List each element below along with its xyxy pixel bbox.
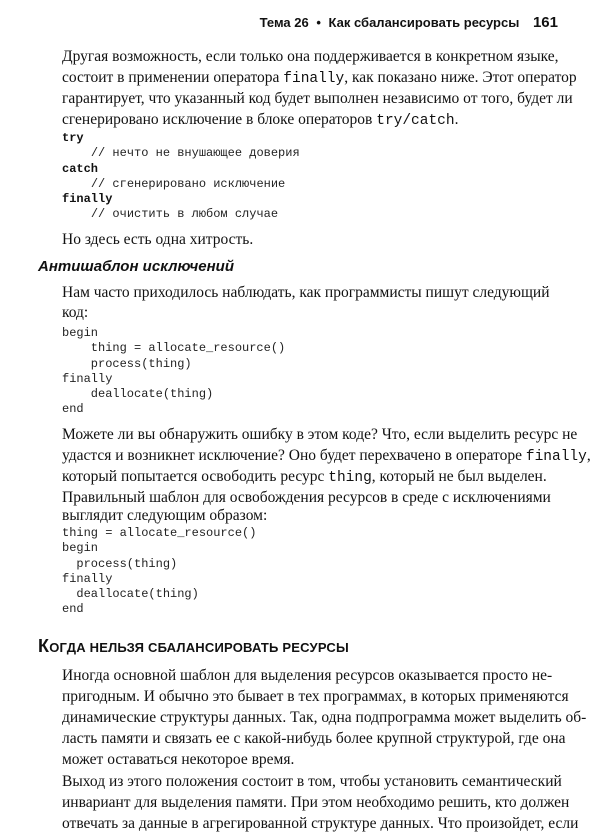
text-run: который попытается освободить ресурс xyxy=(62,468,329,485)
code-line: process(thing) xyxy=(62,356,192,371)
code-line: end xyxy=(62,602,84,617)
code-comment: // нечто не внушающее доверия xyxy=(90,146,300,161)
paragraph-line xyxy=(62,109,562,132)
paragraph-line: отвечать за данные в агрегированной структуре данных. Что произойдет, если xyxy=(62,815,579,832)
paragraph-line xyxy=(62,67,577,90)
inline-code: finally xyxy=(283,71,345,87)
code-line: end xyxy=(62,402,84,417)
code-keyword: finally xyxy=(62,192,113,207)
paragraph-line: Правильный шаблон для освобождения ресурсов в среде с исключениями xyxy=(62,489,551,506)
code-block xyxy=(62,326,285,418)
code-line: process(thing) xyxy=(62,556,178,571)
paragraph-line: пригодным. И обычно это бывает в тех программах, в которых применяются xyxy=(62,688,569,705)
code-line: deallocate(thing) xyxy=(62,587,199,602)
text-run: , как показано ниже. Этот оператор xyxy=(344,69,577,86)
code-comment: // очистить в любом случае xyxy=(90,207,279,222)
text-run: удастся и возникнет исключение? Оно будет перехвачено в операторе xyxy=(62,447,526,464)
code-block xyxy=(62,131,300,223)
header-topic: Тема 26 xyxy=(259,15,309,30)
paragraph-line: Но здесь есть одна хитрость. xyxy=(62,231,254,248)
heading-rest: ОГДА НЕЛЬЗЯ СБАЛАНСИРОВАТЬ РЕСУРСЫ xyxy=(49,640,349,655)
text-run: сгенерировано исключение в блоке операторов xyxy=(62,111,377,128)
text-run: состоит в применении оператора xyxy=(62,69,284,86)
paragraph-line: динамические структуры данных. Так, одна подпрограмма может выделить об- xyxy=(62,709,587,726)
paragraph-line: Выход из этого положения состоит в том, чтобы установить семантический xyxy=(62,773,562,790)
paragraph-line: может оставаться некоторое время. xyxy=(62,751,295,768)
paragraph-line xyxy=(62,445,591,468)
code-block xyxy=(62,526,256,618)
code-line: thing = allocate_resource() xyxy=(62,526,257,540)
paragraph-line: Нам часто приходилось наблюдать, как программисты пишут следующий xyxy=(62,284,550,301)
subheading: Антишаблон исключений xyxy=(38,258,234,275)
code-line: thing = allocate_resource() xyxy=(62,341,286,356)
paragraph-line: Иногда основной шаблон для выделения ресурсов оказывается просто не- xyxy=(62,667,553,684)
header-separator: • xyxy=(316,15,321,30)
header-title: Как сбалансировать ресурсы xyxy=(328,15,520,30)
paragraph-line: выглядит следующим образом: xyxy=(62,507,268,524)
text-run: . xyxy=(454,111,459,128)
section-heading xyxy=(38,636,349,657)
text-run: , который не был выделен. xyxy=(371,468,547,485)
inline-code: try/catch xyxy=(376,113,455,129)
code-keyword: catch xyxy=(62,161,99,176)
text-run: , xyxy=(586,447,591,464)
code-keyword: try xyxy=(62,131,84,145)
code-comment: // сгенерировано исключение xyxy=(90,176,286,191)
paragraph-line: код: xyxy=(62,304,89,321)
code-line: finally xyxy=(62,571,113,586)
heading-initial: К xyxy=(38,636,50,656)
code-line: deallocate(thing) xyxy=(62,387,214,402)
page-number: 161 xyxy=(532,14,558,31)
paragraph-line: Другая возможность, если только она поддерживается в конкретном языке, xyxy=(62,48,559,65)
code-line: begin xyxy=(62,326,99,340)
paragraph-line: ласть памяти и связать ее с какой-нибудь более крупной структурой, где она xyxy=(62,730,566,747)
paragraph-line: гарантирует, что указанный код будет выполнен независимо от того, будет ли xyxy=(62,90,573,107)
paragraph-line xyxy=(62,466,562,489)
inline-code: thing xyxy=(328,470,372,486)
inline-code: finally xyxy=(525,449,587,465)
code-line: begin xyxy=(62,541,99,556)
code-line: finally xyxy=(62,371,113,386)
paragraph-line: инвариант для выделения памяти. При этом необходимо решить, кто должен xyxy=(62,794,570,811)
running-header xyxy=(260,14,558,31)
paragraph-line: Можете ли вы обнаружить ошибку в этом коде? Что, если выделить ресурс не xyxy=(62,426,578,443)
